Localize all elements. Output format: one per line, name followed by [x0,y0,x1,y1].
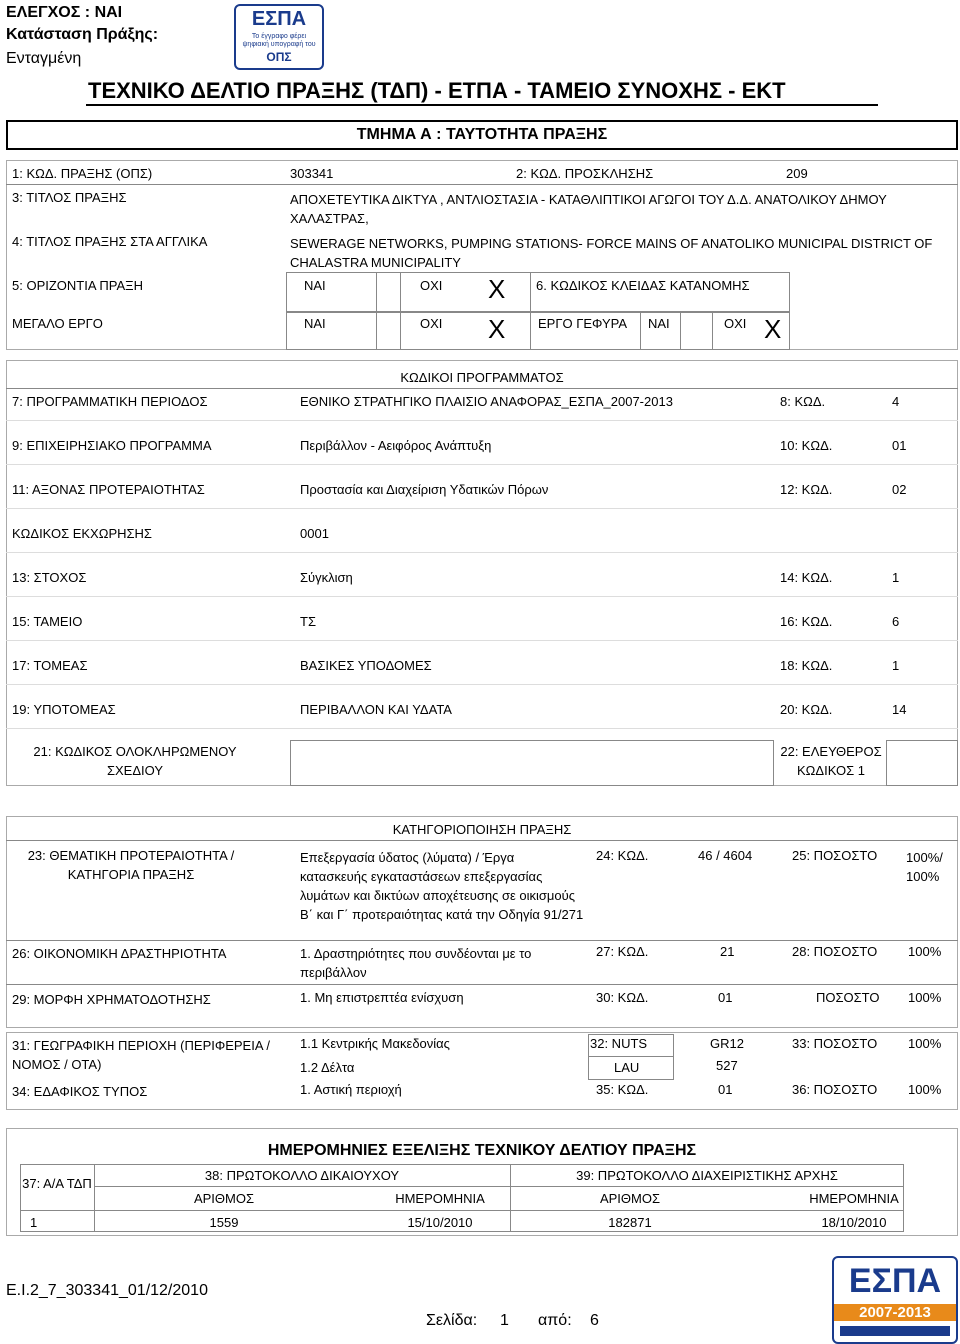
grid-line [712,312,713,350]
f25-label: 25: ΠΟΣΟΣΤΟ [792,848,878,863]
f29-value: 1. Μη επιστρεπτέα ενίσχυση [300,990,464,1005]
categories-title: ΚΑΤΗΓΟΡΙΟΠΟΙΗΣΗ ΠΡΑΞΗΣ [392,822,572,837]
program-row-code: 14 [892,702,907,717]
f29-label: 29: ΜΟΡΦΗ ΧΡΗΜΑΤΟΔΟΤΗΣΗΣ [12,992,211,1007]
grid-line [530,312,531,350]
espa-ops-logo [234,4,324,70]
f23-value: Επεξεργασία ύδατος (λύματα) / Έργα κατασκευής εγκαταστάσεων επεξεργασίας λυμάτων και δικτύων αποχέτευσης σε οικισμούς Β΄ και Γ΄ προτεραιότητας κατά την Οδηγία 91/271 [300,850,584,922]
f30-label: 30: ΚΩΔ. [596,990,649,1005]
divider [6,840,958,841]
title-underline [86,104,878,106]
f26-label: 26: ΟΙΚΟΝΟΜΙΚΗ ΔΡΑΣΤΗΡΙΟΤΗΤΑ [12,946,227,961]
program-row-label: 9: ΕΠΙΧΕΙΡΗΣΙΑΚΟ ΠΡΟΓΡΑΜΜΑ [12,438,212,453]
gefyra-no-mark: X [764,314,782,344]
row-num2: 182871 [608,1215,652,1230]
program-row-code: 1 [892,570,900,585]
f39-number-header: ΑΡΙΘΜΟΣ [599,1191,661,1206]
gefyra-yes: ΝΑΙ [648,316,670,331]
program-row-value: Προστασία και Διαχείριση Υδατικών Πόρων [300,482,549,497]
row-divider [6,508,958,509]
espa-footer-logo [832,1256,958,1344]
f5-no: ΟΧΙ [420,278,443,293]
f36-value: 100% [908,1082,942,1097]
f34-value: 1. Αστική περιοχή [300,1082,402,1097]
program-row-code: 4 [892,394,900,409]
f24-value: 46 / 4604 [698,848,753,863]
page-title: ΤΕΧΝΙΚΟ ΔΕΛΤΙΟ ΠΡΑΞΗΣ (ΤΔΠ) - ΕΤΠΑ - ΤΑΜΕΙΟ ΣΥΝΟΧΗΣ - ΕΚΤ [88,78,786,103]
f30b-label: ΠΟΣΟΣΤΟ [816,990,880,1005]
status-label: Κατάσταση Πράξης: [6,26,159,43]
status-value: Ενταγμένη [6,50,82,67]
program-row-value: ΤΣ [300,614,316,629]
f3-label: 3: ΤΙΤΛΟΣ ΠΡΑΞΗΣ [12,190,127,205]
f25-value: 100%/ 100% [906,850,943,884]
divider [6,184,958,185]
f38-number-header: ΑΡΙΘΜΟΣ [193,1191,255,1206]
f6-label: 6. ΚΩΔΙΚΟΣ ΚΛΕΙΔΑΣ ΚΑΤΑΝΟΜΗΣ [536,278,750,293]
f28-value: 100% [908,944,942,959]
gefyra-label: ΕΡΓΟ ΓΕΦΥΡΑ [538,316,628,331]
f39-label: 39: ΠΡΩΤΟΚΟΛΛΟ ΔΙΑΧΕΙΡΙΣΤΙΚΗΣ ΑΡΧΗΣ [576,1168,838,1183]
f22-label: 22: ΕΛΕΥΘΕΡΟΣ ΚΩΔΙΚΟΣ 1 [780,744,882,778]
f31-value2: 1.2 Δέλτα [300,1060,355,1075]
row-aa: 1 [30,1215,38,1230]
row-divider [6,684,958,685]
f35-value: 01 [718,1082,733,1097]
program-row-value: ΠΕΡΙΒΑΛΛΟΝ ΚΑΙ ΥΔΑΤΑ [300,702,452,717]
f33-label: 33: ΠΟΣΟΣΤΟ [792,1036,878,1051]
program-row-value: Περιβάλλον - Αειφόρος Ανάπτυξη [300,438,492,453]
footer-logo-years: 2007-2013 [834,1304,956,1321]
program-row-label: 17: ΤΟΜΕΑΣ [12,658,88,673]
divider [6,388,958,389]
row-divider [6,640,958,641]
footer-logo-title: ΕΣΠΑ [848,1262,942,1300]
program-row-code-label: 16: ΚΩΔ. [780,614,833,629]
grid-line [376,312,377,350]
program-row-code: 1 [892,658,900,673]
f24-label: 24: ΚΩΔ. [596,848,649,863]
program-row-value: ΕΘΝΙΚΟ ΣΤΡΑΤΗΓΙΚΟ ΠΛΑΙΣΙΟ ΑΝΑΦΟΡΑΣ_ΕΣΠΑ_2007-2013 [300,394,673,409]
f2-value: 209 [786,166,808,181]
f27-value: 21 [720,944,735,959]
f31-label: 31: ΓΕΩΓΡΑΦΙΚΗ ΠΕΡΙΟΧΗ (ΠΕΡΙΦΕΡΕΙΑ / ΝΟΜΟΣ / ΟΤΑ) [12,1038,271,1072]
page-total: 6 [590,1312,599,1329]
f4-value: SEWERAGE NETWORKS, PUMPING STATIONS- FORCE MAINS OF ANATOLIKO MUNICIPAL DISTRICT OF CHALASTRA MUNICIPALITY [290,236,933,270]
lau-value: 527 [716,1058,738,1073]
program-row-label: 15: ΤΑΜΕΙΟ [12,614,83,629]
lau-label: LAU [614,1060,640,1075]
divider [588,1056,674,1057]
f1-label: 1: ΚΩΔ. ΠΡΑΞΗΣ (ΟΠΣ) [12,166,153,181]
f2-label: 2: ΚΩΔ. ΠΡΟΣΚΛΗΣΗΣ [516,166,654,181]
page-number: 1 [500,1312,509,1329]
program-row-code-label: 12: ΚΩΔ. [780,482,833,497]
row-divider [6,420,958,421]
f22-value-box [886,740,958,786]
f38-date-header: ΗΜΕΡΟΜΗΝΙΑ [395,1191,485,1206]
f28-label: 28: ΠΟΣΟΣΤΟ [792,944,878,959]
of-label: από: [538,1312,572,1329]
megalo-no: ΟΧΙ [420,316,443,331]
f21-value-box [290,740,774,786]
megalo-label: ΜΕΓΑΛΟ ΕΡΓΟ [12,316,103,331]
f26-value: 1. Δραστηριότητες που συνδέονται με το περιβάλλον [300,946,532,980]
program-row-code-label: 18: ΚΩΔ. [780,658,833,673]
f3-value: ΑΠΟΧΕΤΕΥΤΙΚΑ ΔΙΚΤΥΑ , ΑΝΤΛΙΟΣΤΑΣΙΑ - ΚΑΤΑΘΛΙΠΤΙΚΟΙ ΑΓΩΓΟΙ ΤΟΥ Δ.Δ. ΑΝΑΤΟΛΙΚΟΥ ΔΗΜΟΥ ΧΑΛΑΣΤΡΑΣ, [290,192,887,226]
program-row-code-label: 20: ΚΩΔ. [780,702,833,717]
dates-title: ΗΜΕΡΟΜΗΝΙΕΣ ΕΞΕΛΙΞΗΣ ΤΕΧΝΙΚΟΥ ΔΕΛΤΙΟΥ ΠΡΑΞΗΣ [267,1142,697,1159]
program-row-label: 19: ΥΠΟΤΟΜΕΑΣ [12,702,116,717]
program-row-value: ΒΑΣΙΚΕΣ ΥΠΟΔΟΜΕΣ [300,658,432,673]
footer-code: Ε.Ι.2_7_303341_01/12/2010 [6,1282,208,1299]
row-divider [6,464,958,465]
f4-label: 4: ΤΙΤΛΟΣ ΠΡΑΞΗΣ ΣΤΑ ΑΓΓΛΙΚΑ [12,234,208,249]
logo-subtitle: Το έγγραφο φέρει ψηφιακή υπογραφή του [242,33,316,48]
f1-value: 303341 [290,166,334,181]
program-row-label: ΚΩΔΙΚΟΣ ΕΚΧΩΡΗΣΗΣ [12,526,152,541]
f5-no-mark: X [488,274,506,304]
f32-label: 32: NUTS [590,1036,648,1051]
program-title: ΚΩΔΙΚΟΙ ΠΡΟΓΡΑΜΜΑΤΟΣ [400,370,564,385]
page-label: Σελίδα: [426,1312,478,1329]
f36-label: 36: ΠΟΣΟΣΤΟ [792,1082,878,1097]
grid-line [680,312,681,350]
f31-value1: 1.1 Κεντρικής Μακεδονίας [300,1036,450,1051]
f5-label: 5: ΟΡΙΖΟΝΤΙΑ ΠΡΑΞΗ [12,278,144,293]
row-divider [6,552,958,553]
logo-title: ΕΣΠΑ [251,8,307,30]
program-row-label: 7: ΠΡΟΓΡΑΜΜΑΤΙΚΗ ΠΕΡΙΟΔΟΣ [12,394,208,409]
f30-value: 01 [718,990,733,1005]
section-a-title: ΤΜΗΜΑ Α : ΤΑΥΤΟΤΗΤΑ ΠΡΑΞΗΣ [356,126,608,143]
program-row-label: 13: ΣΤΟΧΟΣ [12,570,87,585]
grid-line [640,312,641,350]
row-divider [6,596,958,597]
flags-strip-icon [840,1326,950,1336]
divider [94,1186,904,1187]
f37-label: 37: Α/Α ΤΔΠ [22,1176,92,1191]
row-num1: 1559 [209,1215,239,1230]
program-row-code: 6 [892,614,900,629]
divider [6,940,958,941]
program-row-value: 0001 [300,526,329,541]
row-divider [6,728,958,729]
divider [6,984,958,985]
program-row-value: Σύγκλιση [300,570,353,585]
grid-line [376,272,377,312]
gefyra-no: ΟΧΙ [724,316,747,331]
row-date2: 18/10/2010 [821,1215,887,1230]
row-date1: 15/10/2010 [407,1215,473,1230]
megalo-no-mark: X [488,314,506,344]
program-row-code-label: 14: ΚΩΔ. [780,570,833,585]
grid-line [400,312,401,350]
divider [20,1210,904,1211]
f39-date-header: ΗΜΕΡΟΜΗΝΙΑ [809,1191,899,1206]
program-row-label: 11: ΑΞΟΝΑΣ ΠΡΟΤΕΡΑΙΟΤΗΤΑΣ [12,482,205,497]
logo-ops: ΟΠΣ [266,50,292,64]
f32-value: GR12 [710,1036,744,1051]
program-row-code: 02 [892,482,907,497]
f27-label: 27: ΚΩΔ. [596,944,649,959]
f35-label: 35: ΚΩΔ. [596,1082,649,1097]
elegxos-label: ΕΛΕΓΧΟΣ : ΝΑΙ [6,4,123,21]
f34-label: 34: ΕΔΑΦΙΚΟΣ ΤΥΠΟΣ [12,1084,148,1099]
grid-line [400,272,401,312]
f38-label: 38: ΠΡΩΤΟΚΟΛΛΟ ΔΙΚΑΙΟΥΧΟΥ [204,1168,400,1183]
f30b-value: 100% [908,990,942,1005]
program-row-code-label: 8: ΚΩΔ. [780,394,826,409]
program-row-code: 01 [892,438,907,453]
grid-line [530,272,531,312]
f21-label: 21: ΚΩΔΙΚΟΣ ΟΛΟΚΛΗΡΩΜΕΝΟΥ ΣΧΕΔΙΟΥ [33,744,237,778]
f23-label: 23: ΘΕΜΑΤΙΚΗ ΠΡΟΤΕΡΑΙΟΤΗΤΑ / ΚΑΤΗΓΟΡΙΑ ΠΡΑΞΗΣ [27,848,235,882]
megalo-yes: ΝΑΙ [304,316,326,331]
program-row-code-label: 10: ΚΩΔ. [780,438,833,453]
f5-yes: ΝΑΙ [304,278,326,293]
f33-value: 100% [908,1036,942,1051]
